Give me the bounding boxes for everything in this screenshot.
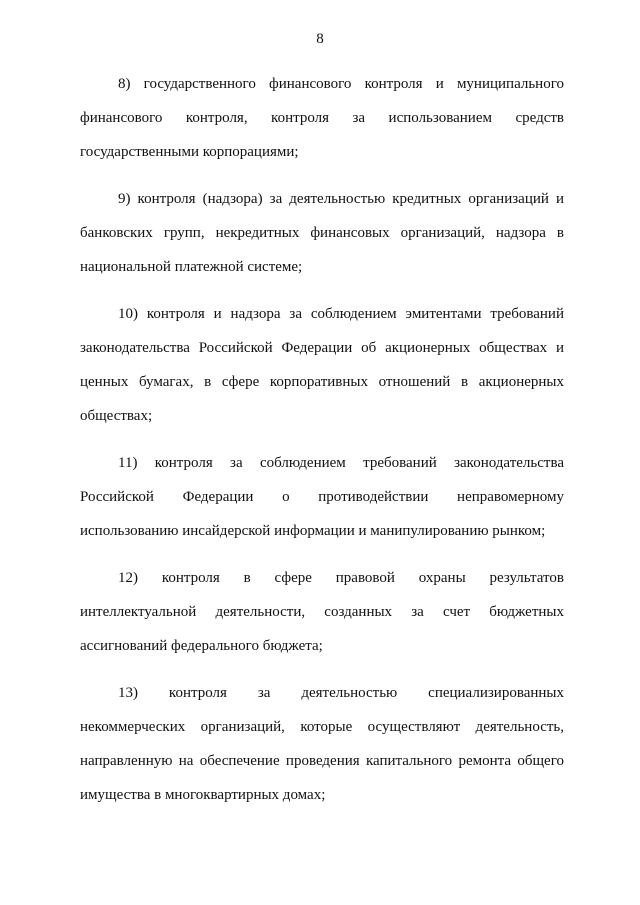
text-line: 10) контроля и надзора за соблюдением эмитентами требований	[118, 306, 564, 322]
text-line: национальной платежной системе;	[80, 259, 303, 275]
text-line: 8) государственного финансового контроля и муниципального	[118, 76, 564, 92]
text-line: 9) контроля (надзора) за деятельностью кредитных организаций и	[118, 191, 564, 207]
text-line: 11) контроля за соблюдением требований законодательства	[118, 455, 564, 471]
text-line: 12) контроля в сфере правовой охраны результатов	[118, 570, 564, 586]
text-line: ценных бумагах, в сфере корпоративных отношений в акционерных	[80, 374, 564, 390]
text-line: финансового контроля, контроля за использованием средств	[80, 110, 564, 126]
text-line: государственными корпорациями;	[80, 144, 299, 160]
list-item-10	[80, 297, 564, 433]
text-line: банковских групп, некредитных финансовых организаций, надзора в	[80, 225, 564, 241]
text-line: направленную на обеспечение проведения капитального ремонта общего	[80, 753, 564, 769]
text-line: 13) контроля за деятельностью специализированных	[118, 685, 564, 701]
text-line: имущества в многоквартирных домах;	[80, 787, 326, 803]
text-line: обществах;	[80, 408, 153, 424]
text-line: интеллектуальной деятельности, созданных за счет бюджетных	[80, 604, 564, 620]
text-line: законодательства Российской Федерации об акционерных обществах и	[80, 340, 564, 356]
list-item-9	[80, 182, 564, 284]
list-item-11	[80, 446, 564, 548]
text-line: некоммерческих организаций, которые осуществляют деятельность,	[80, 719, 564, 735]
list-item-8	[80, 67, 564, 169]
text-line: использованию инсайдерской информации и манипулированию рынком;	[80, 523, 546, 539]
page-number: 8	[316, 31, 324, 47]
list-item-12	[80, 561, 564, 663]
document-body	[80, 67, 564, 825]
list-item-13	[80, 676, 564, 812]
text-line: Российской Федерации о противодействии неправомерному	[80, 489, 564, 505]
text-line: ассигнований федерального бюджета;	[80, 638, 323, 654]
